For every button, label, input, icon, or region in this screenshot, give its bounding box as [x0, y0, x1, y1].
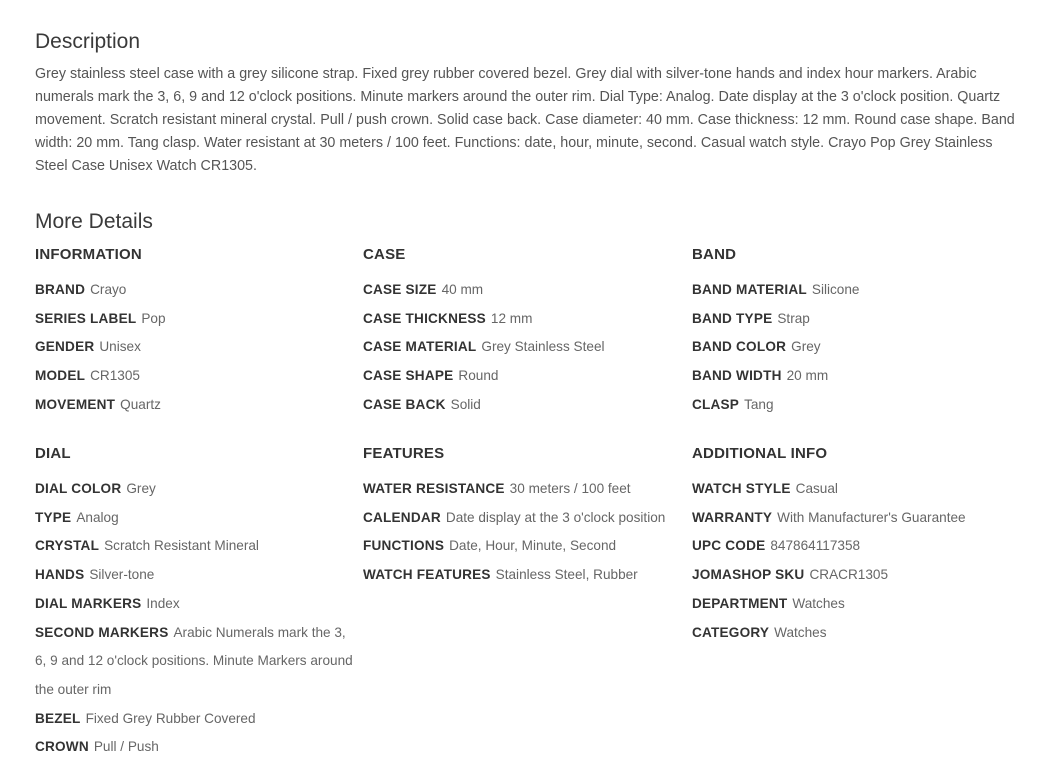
detail-value: Date display at the 3 o'clock position — [445, 509, 666, 525]
detail-item — [363, 532, 688, 561]
detail-label: FUNCTIONS — [363, 538, 445, 554]
detail-label: CATEGORY — [692, 624, 770, 640]
detail-label: CASE THICKNESS — [363, 310, 486, 326]
section-title: CASE — [363, 246, 406, 263]
detail-label: WATER RESISTANCE — [363, 481, 505, 496]
detail-item — [35, 391, 355, 420]
detail-label: BAND WIDTH — [692, 368, 782, 384]
details-grid — [35, 244, 1025, 763]
detail-value: Unisex — [99, 339, 141, 355]
section-band — [692, 244, 1022, 420]
section-features — [363, 443, 688, 590]
detail-value: Quartz — [120, 396, 161, 412]
detail-value: Watches — [774, 624, 827, 640]
detail-value: 12 mm — [490, 310, 533, 326]
detail-label: CASE SHAPE — [363, 368, 454, 384]
detail-item — [692, 391, 1022, 420]
section-additional-info — [692, 443, 1022, 647]
detail-label: CALENDAR — [363, 509, 441, 525]
detail-value: With Manufacturer's Guarantee — [777, 509, 966, 525]
detail-item — [35, 590, 355, 619]
detail-label: DIAL MARKERS — [35, 595, 142, 611]
detail-item — [692, 276, 1022, 305]
detail-value: Grey Stainless Steel — [481, 339, 605, 355]
detail-item — [363, 391, 688, 420]
detail-label: CROWN — [35, 739, 89, 755]
detail-value: CRACR1305 — [809, 567, 889, 583]
detail-label: MOVEMENT — [35, 396, 116, 412]
section-title: DIAL — [35, 445, 71, 462]
detail-label: DIAL COLOR — [35, 481, 122, 496]
detail-item — [692, 619, 1022, 648]
detail-value: Arabic Numerals mark the 3, 6, 9 and 12 o'clock positions. Minute Markers around the outer rim — [35, 624, 353, 697]
detail-item — [692, 475, 1022, 504]
detail-value: Pop — [141, 310, 166, 326]
details-row-2 — [35, 443, 1025, 763]
detail-label: CRYSTAL — [35, 538, 100, 554]
detail-value: Round — [458, 368, 499, 384]
detail-value: 40 mm — [441, 282, 484, 297]
detail-item — [35, 705, 355, 734]
detail-value: Strap — [777, 310, 810, 326]
detail-label: WATCH FEATURES — [363, 567, 491, 583]
detail-value: Grey — [791, 339, 821, 355]
detail-label: CASE MATERIAL — [363, 339, 477, 355]
detail-value: 20 mm — [786, 368, 829, 384]
detail-item — [363, 561, 688, 590]
detail-item — [35, 333, 355, 362]
detail-value: Fixed Grey Rubber Covered — [85, 710, 256, 726]
detail-value: Scratch Resistant Mineral — [104, 538, 259, 554]
detail-label: DEPARTMENT — [692, 595, 788, 611]
detail-item — [363, 475, 688, 504]
detail-label: HANDS — [35, 567, 85, 583]
detail-item — [35, 504, 355, 533]
section-dial — [35, 443, 355, 762]
detail-value: CR1305 — [90, 368, 140, 384]
detail-label: JOMASHOP SKU — [692, 567, 805, 583]
detail-value: Index — [146, 595, 180, 611]
detail-item — [363, 276, 688, 305]
detail-item — [692, 362, 1022, 391]
detail-label: BEZEL — [35, 710, 81, 726]
detail-item — [35, 305, 355, 334]
detail-label: WARRANTY — [692, 509, 773, 525]
detail-item — [35, 532, 355, 561]
detail-item — [363, 305, 688, 334]
detail-label: GENDER — [35, 339, 95, 355]
detail-value: Casual — [795, 481, 838, 496]
detail-item — [35, 619, 355, 705]
details-row-1 — [35, 244, 1025, 443]
detail-item — [35, 475, 355, 504]
detail-item — [692, 333, 1022, 362]
detail-value: Analog — [76, 509, 119, 525]
detail-item — [35, 561, 355, 590]
detail-label: BAND COLOR — [692, 339, 787, 355]
detail-label: SECOND MARKERS — [35, 624, 169, 640]
detail-value: Stainless Steel, Rubber — [495, 567, 638, 583]
detail-value: Solid — [450, 396, 481, 412]
section-title: BAND — [692, 246, 737, 263]
section-case — [363, 244, 688, 420]
detail-item — [363, 362, 688, 391]
detail-label: MODEL — [35, 368, 86, 384]
section-title: ADDITIONAL INFO — [692, 445, 828, 462]
detail-value: 30 meters / 100 feet — [509, 481, 631, 496]
detail-item — [35, 362, 355, 391]
section-title: INFORMATION — [35, 246, 142, 263]
detail-value: Tang — [744, 396, 774, 412]
detail-label: CASE SIZE — [363, 282, 437, 297]
section-title: FEATURES — [363, 445, 445, 462]
detail-value: Silicone — [811, 282, 860, 297]
detail-value: 847864117358 — [770, 538, 861, 554]
detail-label: CASE BACK — [363, 396, 446, 412]
detail-label: CLASP — [692, 396, 740, 412]
detail-item — [692, 305, 1022, 334]
detail-item — [692, 532, 1022, 561]
detail-label: SERIES LABEL — [35, 310, 137, 326]
detail-item — [692, 590, 1022, 619]
detail-value: Watches — [792, 595, 845, 611]
detail-label: TYPE — [35, 509, 72, 525]
detail-value: Crayo — [90, 282, 127, 297]
detail-item — [35, 733, 355, 762]
detail-value: Date, Hour, Minute, Second — [449, 538, 617, 554]
detail-item — [692, 504, 1022, 533]
more-details-heading: More Details — [35, 210, 153, 233]
detail-label: UPC CODE — [692, 538, 766, 554]
detail-label: BAND TYPE — [692, 310, 773, 326]
detail-label: BAND MATERIAL — [692, 282, 807, 297]
detail-item — [692, 561, 1022, 590]
description-heading: Description — [35, 30, 141, 53]
detail-label: BRAND — [35, 282, 86, 297]
description-text: Grey stainless steel case with a grey silicone strap. Fixed grey rubber covered bezel. Grey dial with silver-tone hands and index hour markers. Arabic numerals mark the 3, 6, 9 and 12 o'clock positions. Minute markers around the outer rim. Dial Type: Analog. Date display at the 3 o'clock position. Quartz movement. Scratch resistant mineral crystal. Pull / push crown. Solid case back. Case diameter: 40 mm. Case thickness: 12 mm. Round case shape. Band width: 20 mm. Tang clasp. Water resistant at 30 meters / 100 feet. Functions: date, hour, minute, second. Casual watch style. Crayo Pop Grey Stainless Steel Case Unisex Watch CR1305. — [35, 66, 1015, 174]
detail-item — [363, 504, 688, 533]
section-information — [35, 244, 355, 420]
detail-value: Silver-tone — [89, 567, 155, 583]
detail-item — [363, 333, 688, 362]
detail-label: WATCH STYLE — [692, 481, 791, 496]
detail-value: Grey — [126, 481, 156, 496]
detail-item — [35, 276, 355, 305]
detail-value: Pull / Push — [93, 739, 159, 755]
